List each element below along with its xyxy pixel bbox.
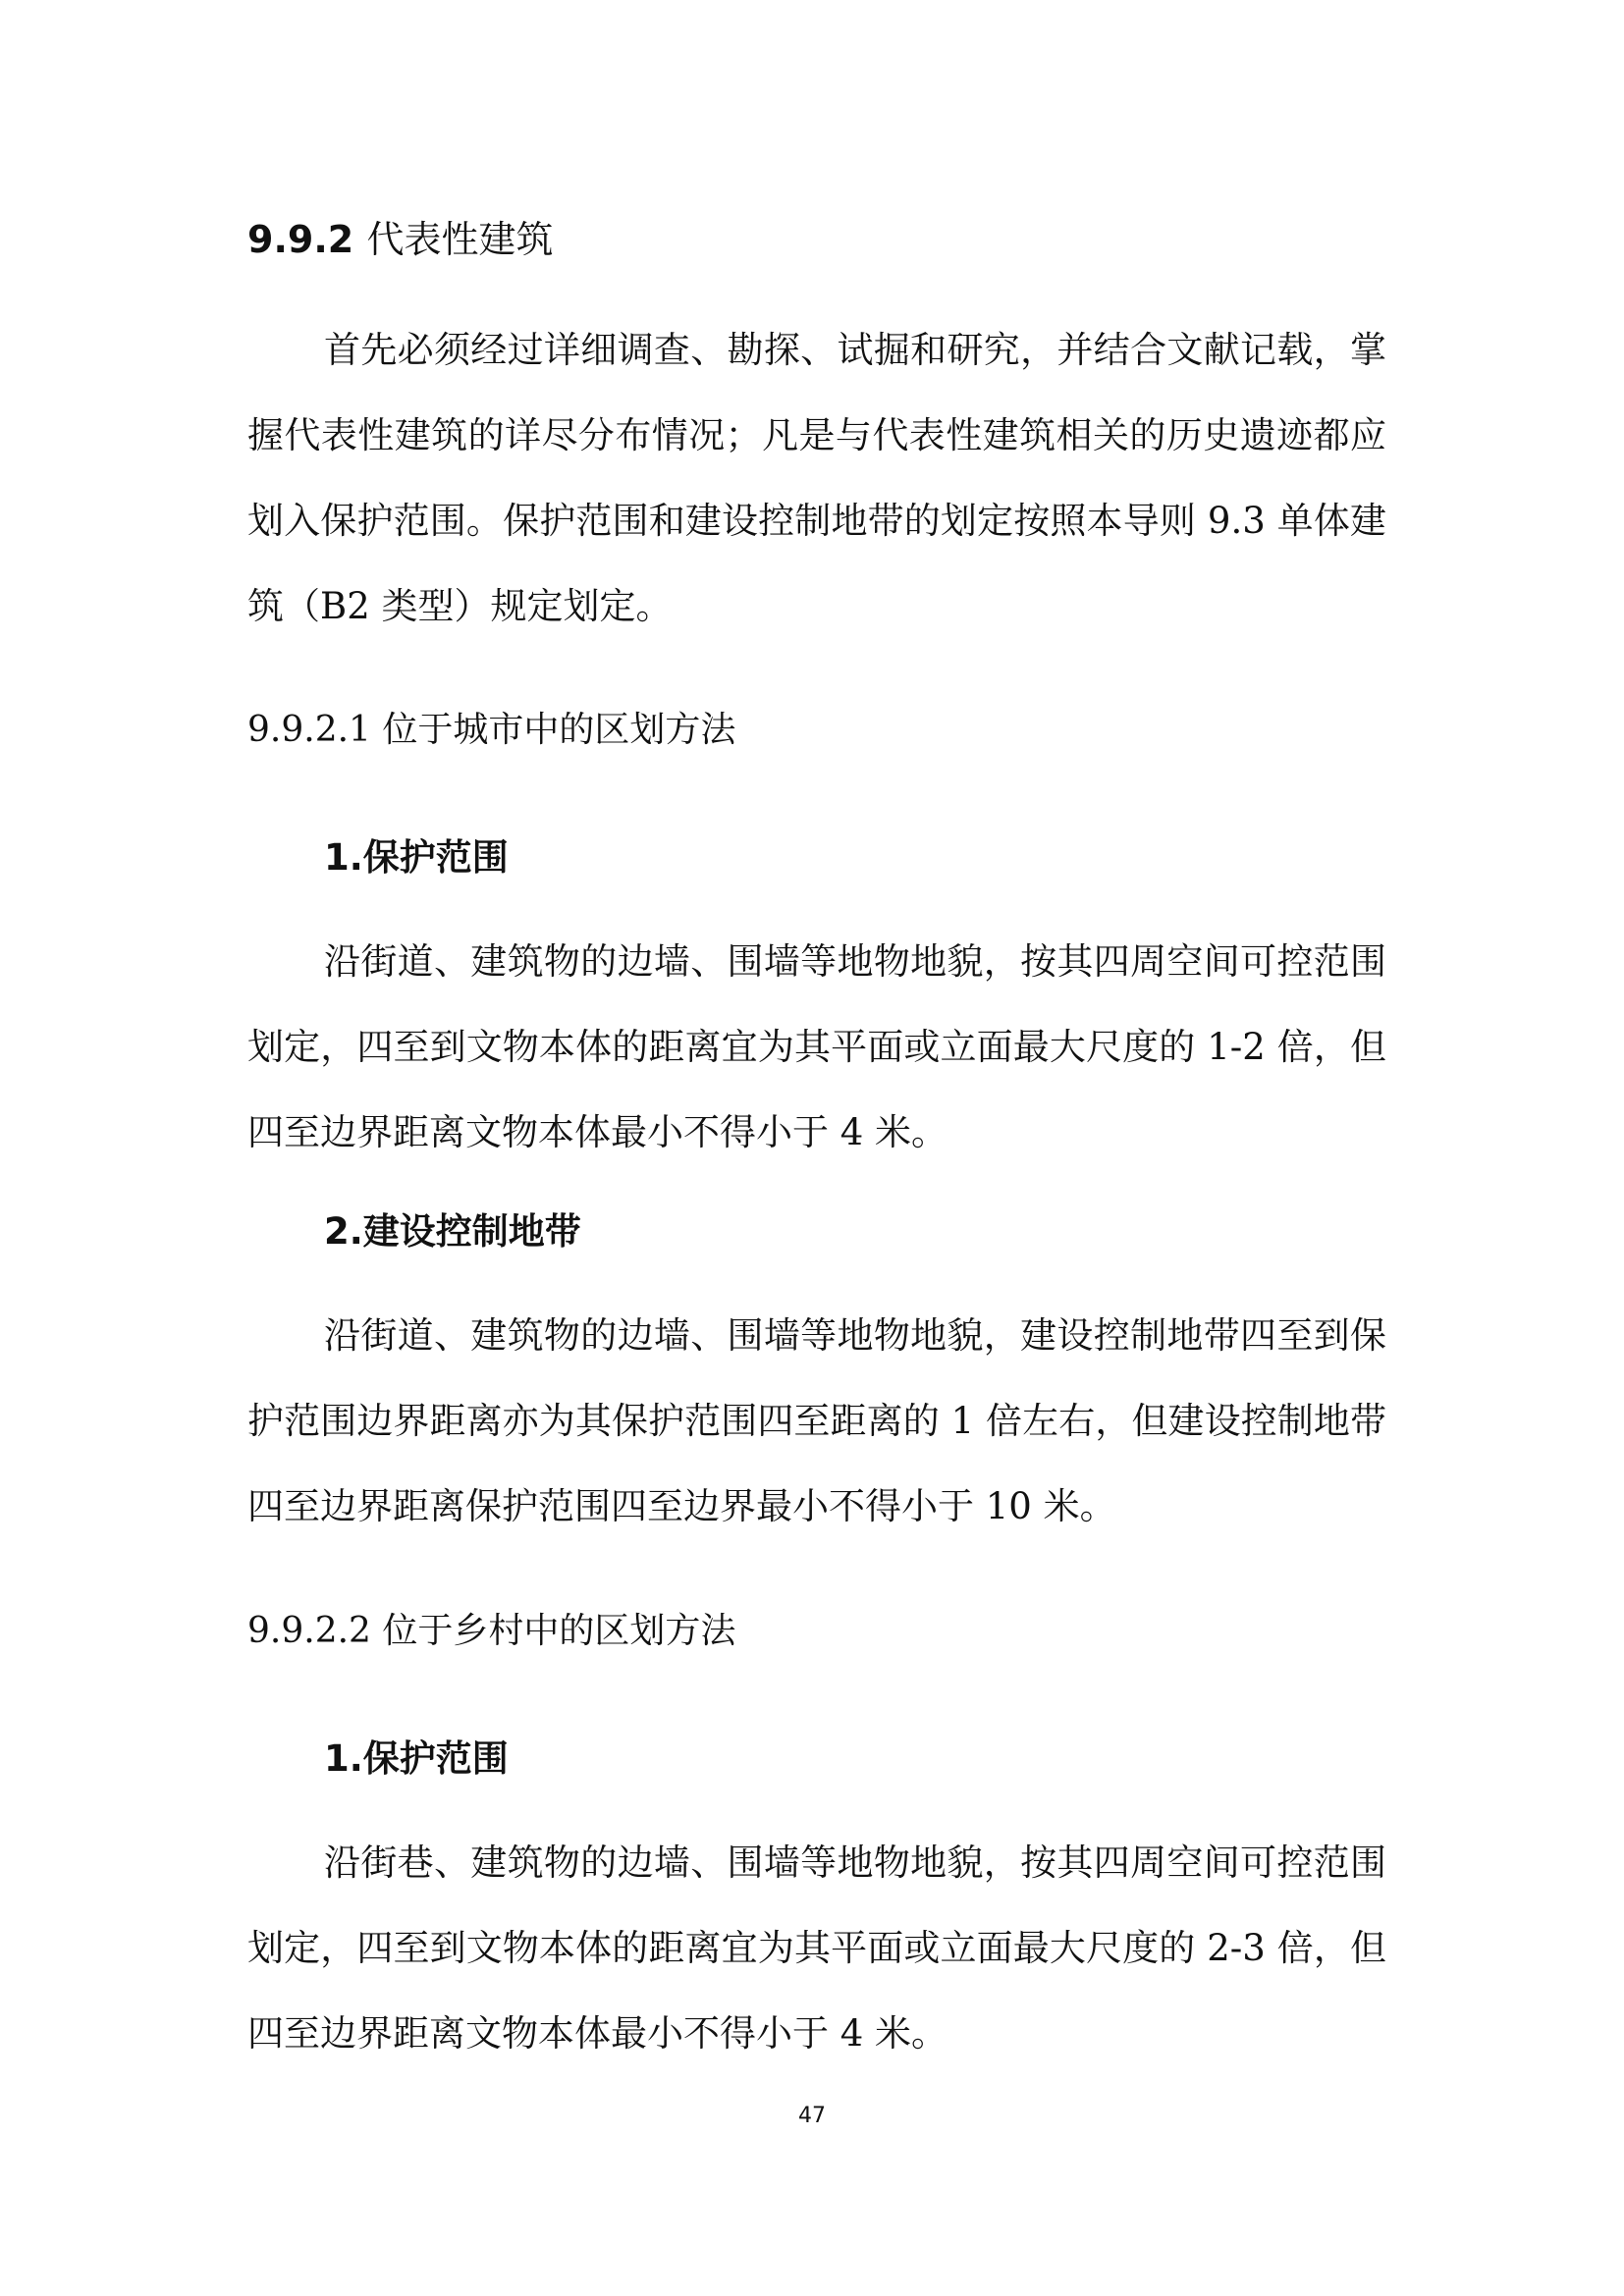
urban-control-paragraph: 沿街道、建筑物的边墙、围墙等地物地貌，建设控制地带四至到保护范围边界距离亦为其保护范围四至距离的 1 倍左右，但建设控制地带四至边界距离保护范围四至边界最小不得小于 10 米。	[247, 1314, 1386, 1527]
rural-protection-heading: 1.保护范围	[324, 1737, 509, 1780]
urban-heading: 9.9.2.1 位于城市中的区划方法	[247, 710, 736, 750]
urban-protection-paragraph: 沿街道、建筑物的边墙、围墙等地物地貌，按其四周空间可控范围划定，四至到文物本体的距离宜为其平面或立面最大尺度的 1-2 倍，但四至边界距离文物本体最小不得小于 4 米。	[247, 940, 1386, 1153]
page-number: 47	[798, 2104, 826, 2128]
urban-protection-heading: 1.保护范围	[324, 836, 509, 879]
rural-protection-paragraph: 沿街巷、建筑物的边墙、围墙等地物地貌，按其四周空间可控范围划定，四至到文物本体的距离宜为其平面或立面最大尺度的 2-3 倍，但四至边界距离文物本体最小不得小于 4 米。	[247, 1842, 1386, 2055]
section-intro-paragraph: 首先必须经过详细调查、勘探、试掘和研究，并结合文献记载，掌握代表性建筑的详尽分布情况；凡是与代表性建筑相关的历史遗迹都应划入保护范围。保护范围和建设控制地带的划定按照本导则 9.3 单体建筑（B2 类型）规定划定。	[247, 329, 1386, 627]
section-heading	[247, 218, 1386, 263]
urban-control-heading: 2.建设控制地带	[324, 1210, 581, 1253]
rural-heading: 9.9.2.2 位于乡村中的区划方法	[247, 1611, 736, 1651]
section-number: 9.9.2	[247, 218, 354, 261]
section-title: 代表性建筑	[366, 218, 554, 261]
